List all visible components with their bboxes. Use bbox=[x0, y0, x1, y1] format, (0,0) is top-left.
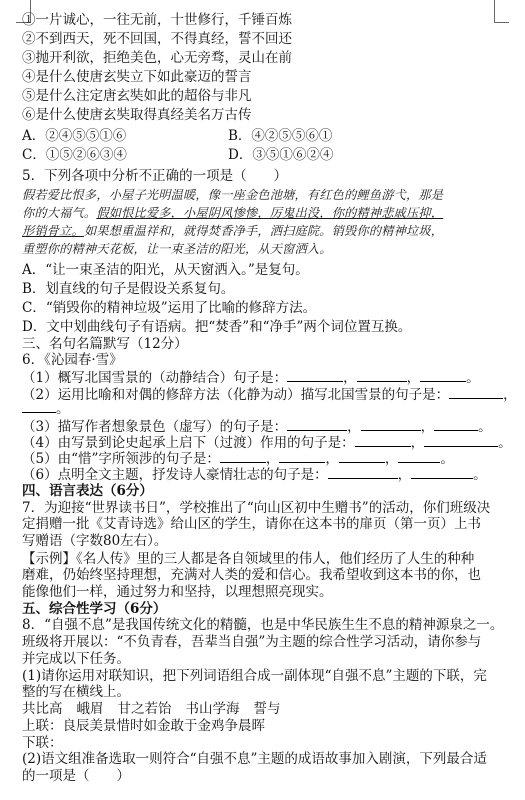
q5-passage-line-3 bbox=[22, 223, 443, 240]
q8-line-5: 整的写在横线上。 bbox=[22, 684, 130, 701]
answer-blank[interactable] bbox=[328, 466, 398, 479]
q8-line-2: 班级将开展以：“不负青春，吾辈当自强”为主题的综合性学习活动，请你参与 bbox=[22, 634, 482, 651]
q6-sep: ， bbox=[347, 419, 361, 436]
q5-option-b: B．划直线的句子是假设关系复句。 bbox=[22, 281, 235, 297]
choice-a: A．②④⑤⑤①⑥ bbox=[22, 128, 127, 144]
q8-sub2-line-1: (2)语文组准备选取一则符合“自强不息”主题的成语故事加入剧演，下列最合适 bbox=[22, 751, 487, 768]
q6-sep: ， bbox=[343, 370, 357, 386]
q8-lower-couplet: 下联： bbox=[22, 734, 63, 751]
q6-sep: ， bbox=[265, 451, 280, 468]
q6-sep: ， bbox=[420, 419, 435, 436]
q7-line-3: 写赠语（字数80左右）。 bbox=[22, 533, 168, 549]
option-line-4: ④是什么使唐玄奘立下如此豪迈的誓言 bbox=[22, 69, 252, 85]
q5-passage-line-4: 重塑你的精神天花板，让一束圣洁的阳光，从天窗洒入。 bbox=[22, 242, 332, 256]
q8-line-4: (1)请你运用对联知识，把下列词语组合成一副体现“自强不息”主题的下联，完 bbox=[22, 667, 487, 684]
q8-upper-couplet: 上联：良辰美景惜时如金敢于金鸡争晨晖 bbox=[22, 717, 265, 734]
section-4-heading: 四、语言表达（6分） bbox=[22, 482, 153, 499]
answer-blank[interactable] bbox=[434, 418, 478, 431]
q6-item-2-continued bbox=[22, 400, 70, 418]
margin-corner-right bbox=[494, 0, 509, 23]
q5-wavy-sentence: 如果想重温祥和，就得焚香净手，洒扫庭院。销毁你的精神垃圾， bbox=[83, 224, 444, 238]
q8-word: 峨眉 bbox=[76, 701, 104, 718]
q6-sep: ， bbox=[406, 370, 421, 386]
q6-sep: 。 bbox=[56, 401, 70, 417]
answer-blank[interactable] bbox=[411, 466, 473, 479]
q8-word: 书山学海 bbox=[185, 701, 240, 718]
q7-line-1: 7．为迎接“世界读书日”，学校推出了“向山区初中生赠书”的活动，你们班级决 bbox=[22, 499, 491, 516]
q5-straight-underlined-sentence: 假如恨比爱多，小屋阴风惨惨，厉鬼出没，你的精神悲戚压抑， bbox=[96, 206, 444, 220]
answer-blank[interactable] bbox=[287, 369, 343, 382]
q5-title: 5．下列各项中分析不正确的一项是（ ） bbox=[22, 168, 288, 184]
q5-passage-seg: 你的大福气。 bbox=[22, 206, 97, 220]
answer-blank[interactable] bbox=[287, 418, 347, 431]
choice-d: D．③⑤①⑥②④ bbox=[228, 147, 334, 163]
q8-sub2-line-2: 的一项是（ ） bbox=[22, 768, 130, 784]
q8-line-1: 8．“自强不息”是我国传统文化的精髓，也是中华民族生生不息的精神源泉之一。 bbox=[22, 617, 504, 634]
q6-sep: ， bbox=[384, 451, 399, 468]
q6-sep: ， bbox=[397, 467, 412, 483]
q5-straight-underlined-end: 形销骨立。 bbox=[22, 224, 84, 238]
option-line-6: ⑥是什么使唐玄奘取得真经美名万古传 bbox=[22, 107, 252, 123]
answer-blank[interactable] bbox=[420, 369, 466, 382]
answer-blank[interactable] bbox=[357, 369, 407, 382]
q8-line-3: 并完成以下任务。 bbox=[22, 650, 130, 667]
q6-sep: 。 bbox=[498, 435, 512, 452]
answer-blank[interactable] bbox=[22, 400, 56, 413]
q7-example-line-3: 能像他们一样，通过努力和坚持，以理想照亮现实。 bbox=[22, 584, 333, 600]
q5-option-d: D．文中划曲线句子有语病。把“焚香”和“净手”两个词位置互换。 bbox=[22, 318, 412, 335]
q6-item-1 bbox=[22, 369, 480, 387]
answer-blank[interactable] bbox=[279, 450, 325, 463]
q5-passage-line-1: 假若爱比恨多，小屋子光明温暖，像一座金色池塘，有红色的鲤鱼游弋，那是 bbox=[22, 188, 444, 202]
option-line-1: ①一片诚心，一往无前，十世修行，千锤百炼 bbox=[22, 12, 292, 28]
option-line-5: ⑤是什么注定唐玄奘如此的超俗与非凡 bbox=[22, 88, 252, 104]
answer-blank[interactable] bbox=[449, 386, 503, 399]
q6-sep: ， bbox=[325, 451, 339, 468]
option-line-3: ③抛开利欲，拒绝美色，心无旁骛，灵山在前 bbox=[22, 50, 292, 66]
q6-item-6 bbox=[22, 466, 487, 484]
q6-sep: 。 bbox=[466, 370, 480, 386]
answer-blank[interactable] bbox=[398, 450, 440, 463]
q6-item-4-text: （4）由写景到论史起承上启下（过渡）作用的句子是： bbox=[22, 435, 355, 452]
q6-item-2-text: （2）运用比喻和对偶的修辞方法（化静为动）描写北国雪景的句子是： bbox=[22, 386, 450, 403]
answer-blank[interactable] bbox=[339, 450, 385, 463]
q6-sep: 。 bbox=[473, 467, 487, 483]
answer-blank[interactable] bbox=[220, 450, 266, 463]
answer-blank[interactable] bbox=[355, 434, 411, 447]
choice-b: B．④②⑤⑤⑥① bbox=[228, 128, 333, 144]
q5-option-a: A．“让一束圣洁的阳光，从天窗洒入。”是复句。 bbox=[22, 262, 309, 278]
q6-sep: 。 bbox=[440, 451, 454, 468]
q6-sep: ， bbox=[410, 435, 425, 452]
q6-item-2 bbox=[22, 386, 517, 404]
q8-word: 甘之若饴 bbox=[117, 701, 172, 718]
q8-word: 共比高 bbox=[22, 701, 63, 718]
q6-title: 6．《沁园春·雪》 bbox=[22, 352, 123, 369]
q6-item-6-text: （6）点明全文主题，抒发诗人豪情壮志的句子是： bbox=[22, 467, 328, 483]
q6-sep: 。 bbox=[478, 419, 492, 436]
q6-item-1-text: （1）概写北国雪景的（动静结合）句子是： bbox=[22, 370, 288, 386]
q6-item-3-text: （3）描写作者想象景色（虚写）的句子是： bbox=[22, 419, 288, 436]
q6-sep: ， bbox=[503, 386, 517, 403]
option-line-2: ②不到西天，死不回国，不得真经，誓不回还 bbox=[22, 31, 292, 47]
q6-item-5-text: （5）由“惜”字所领涉的句子是： bbox=[22, 451, 220, 468]
q7-example-line-1: 【示例】《名人传》里的三人都是各自领域里的伟人，他们经历了人生的种种 bbox=[22, 550, 475, 567]
answer-blank[interactable] bbox=[361, 418, 421, 431]
q5-passage-line-2 bbox=[22, 205, 443, 222]
q7-example-line-2: 磨难，仍始终坚持理想，充满对人类的爱和信心。我希望收到这本书的你，也 bbox=[22, 567, 481, 584]
section-5-heading: 五、综合性学习（6分） bbox=[22, 600, 167, 617]
q8-word: 誓与 bbox=[253, 701, 281, 718]
choice-c: C．①⑤②⑥③④ bbox=[22, 147, 127, 163]
q5-option-c: C．“销毁你的精神垃圾”运用了比喻的修辞方法。 bbox=[22, 300, 317, 316]
q7-line-2: 定捐赠一批《艾青诗选》给山区的学生，请你在这本书的扉页（第一页）上书 bbox=[22, 516, 481, 533]
answer-blank[interactable] bbox=[424, 434, 498, 447]
q8-word-list bbox=[22, 701, 281, 718]
section-3-heading: 三、名句名篇默写（12分） bbox=[22, 335, 188, 352]
